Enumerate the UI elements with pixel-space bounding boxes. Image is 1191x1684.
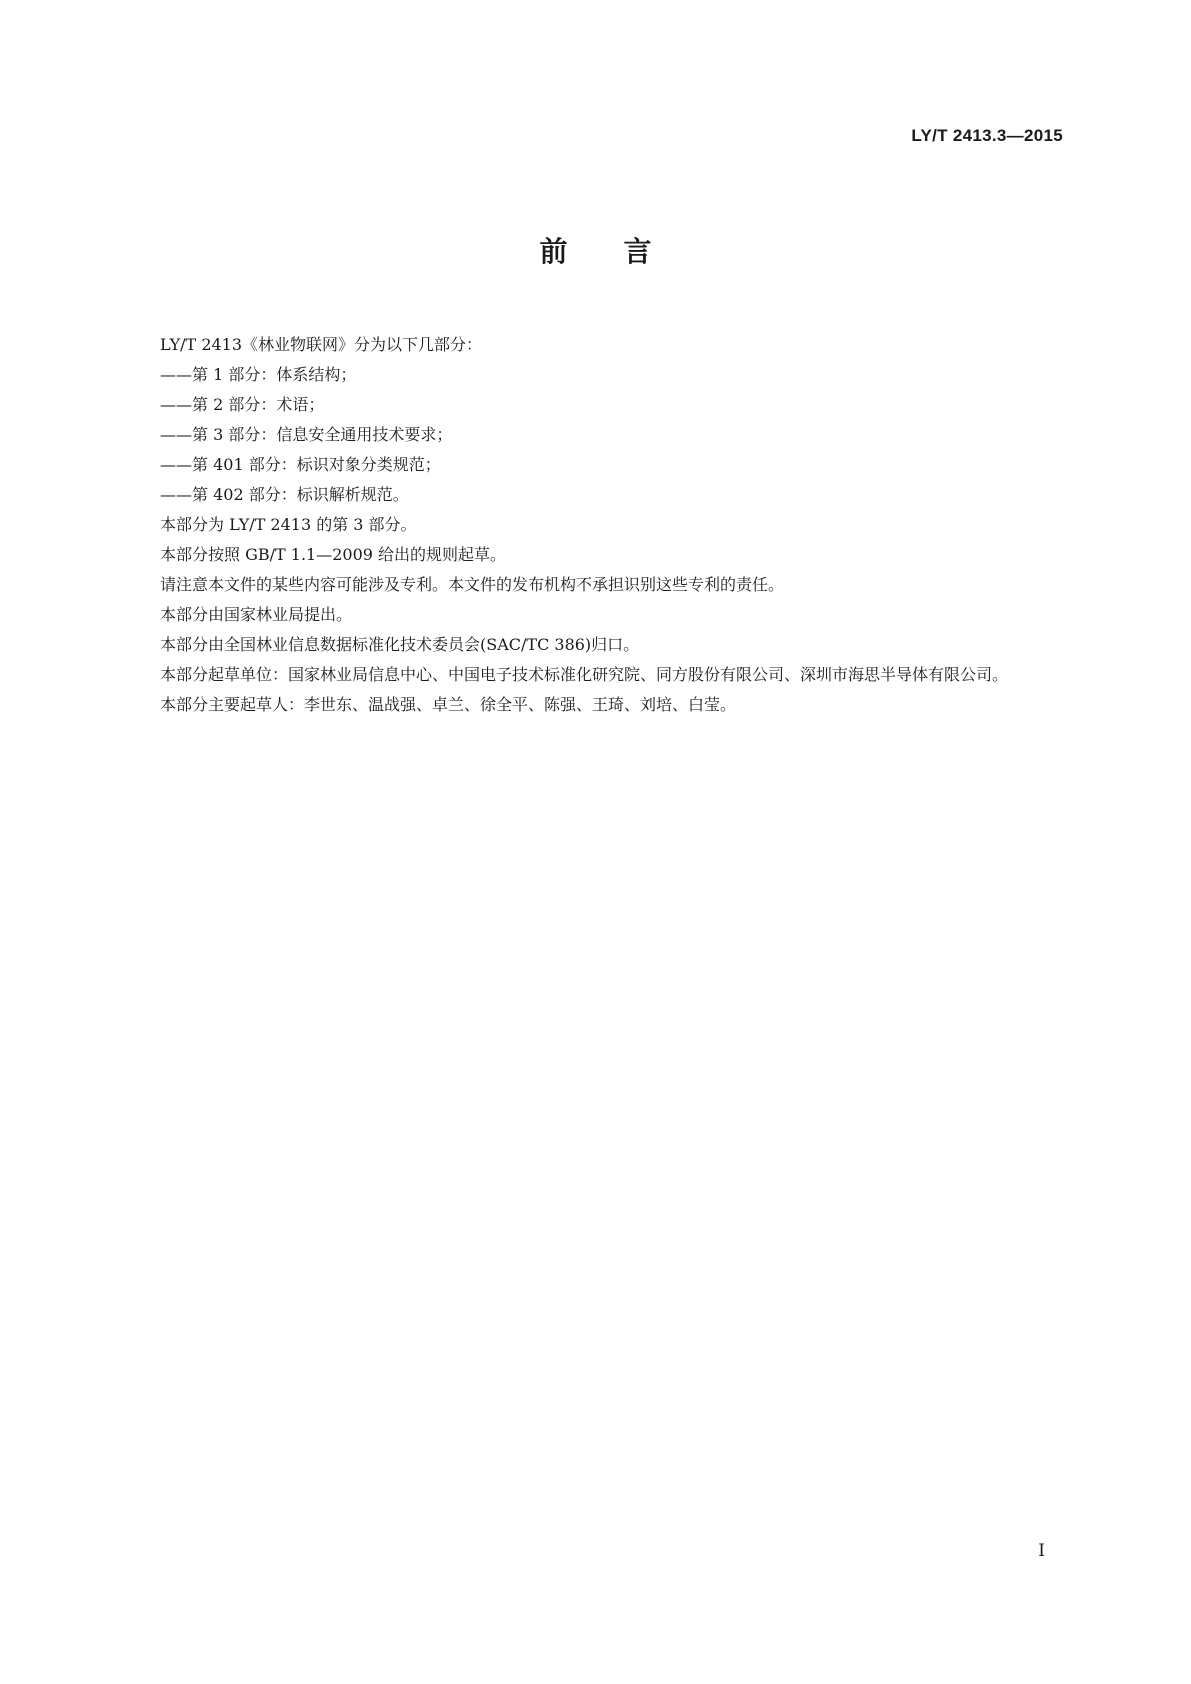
part-list-item-1: ——第 1 部分：体系结构； xyxy=(160,365,357,384)
part-list-item-2: ——第 2 部分：术语； xyxy=(160,395,325,414)
part-list-item-402: ——第 402 部分：标识解析规范。 xyxy=(160,485,409,504)
part-list-item-3: ——第 3 部分：信息安全通用技术要求； xyxy=(160,425,453,444)
drafting-rules-statement: 本部分按照 GB/T 1.1—2009 给出的规则起草。 xyxy=(160,545,507,564)
drafters: 本部分主要起草人：李世东、温战强、卓兰、徐全平、陈强、王琦、刘培、白莹。 xyxy=(160,695,737,714)
part-list-item-401: ——第 401 部分：标识对象分类规范； xyxy=(160,455,441,474)
intro-paragraph: LY/T 2413《林业物联网》分为以下几部分： xyxy=(160,335,483,354)
page-title: 前言 xyxy=(539,235,708,268)
committee-statement: 本部分由全国林业信息数据标准化技术委员会(SAC/TC 386)归口。 xyxy=(160,635,640,654)
proposer-statement: 本部分由国家林业局提出。 xyxy=(160,605,353,624)
foreword-body xyxy=(128,330,1066,720)
part-statement: 本部分为 LY/T 2413 的第 3 部分。 xyxy=(160,515,417,534)
patent-notice: 请注意本文件的某些内容可能涉及专利。本文件的发布机构不承担识别这些专利的责任。 xyxy=(160,575,785,594)
drafting-organizations: 本部分起草单位：国家林业局信息中心、中国电子技术标准化研究院、同方股份有限公司、深圳市海思半导体有限公司。 xyxy=(160,665,1009,684)
page-number: I xyxy=(1038,1541,1045,1561)
standard-code: LY/T 2413.3—2015 xyxy=(911,126,1063,145)
